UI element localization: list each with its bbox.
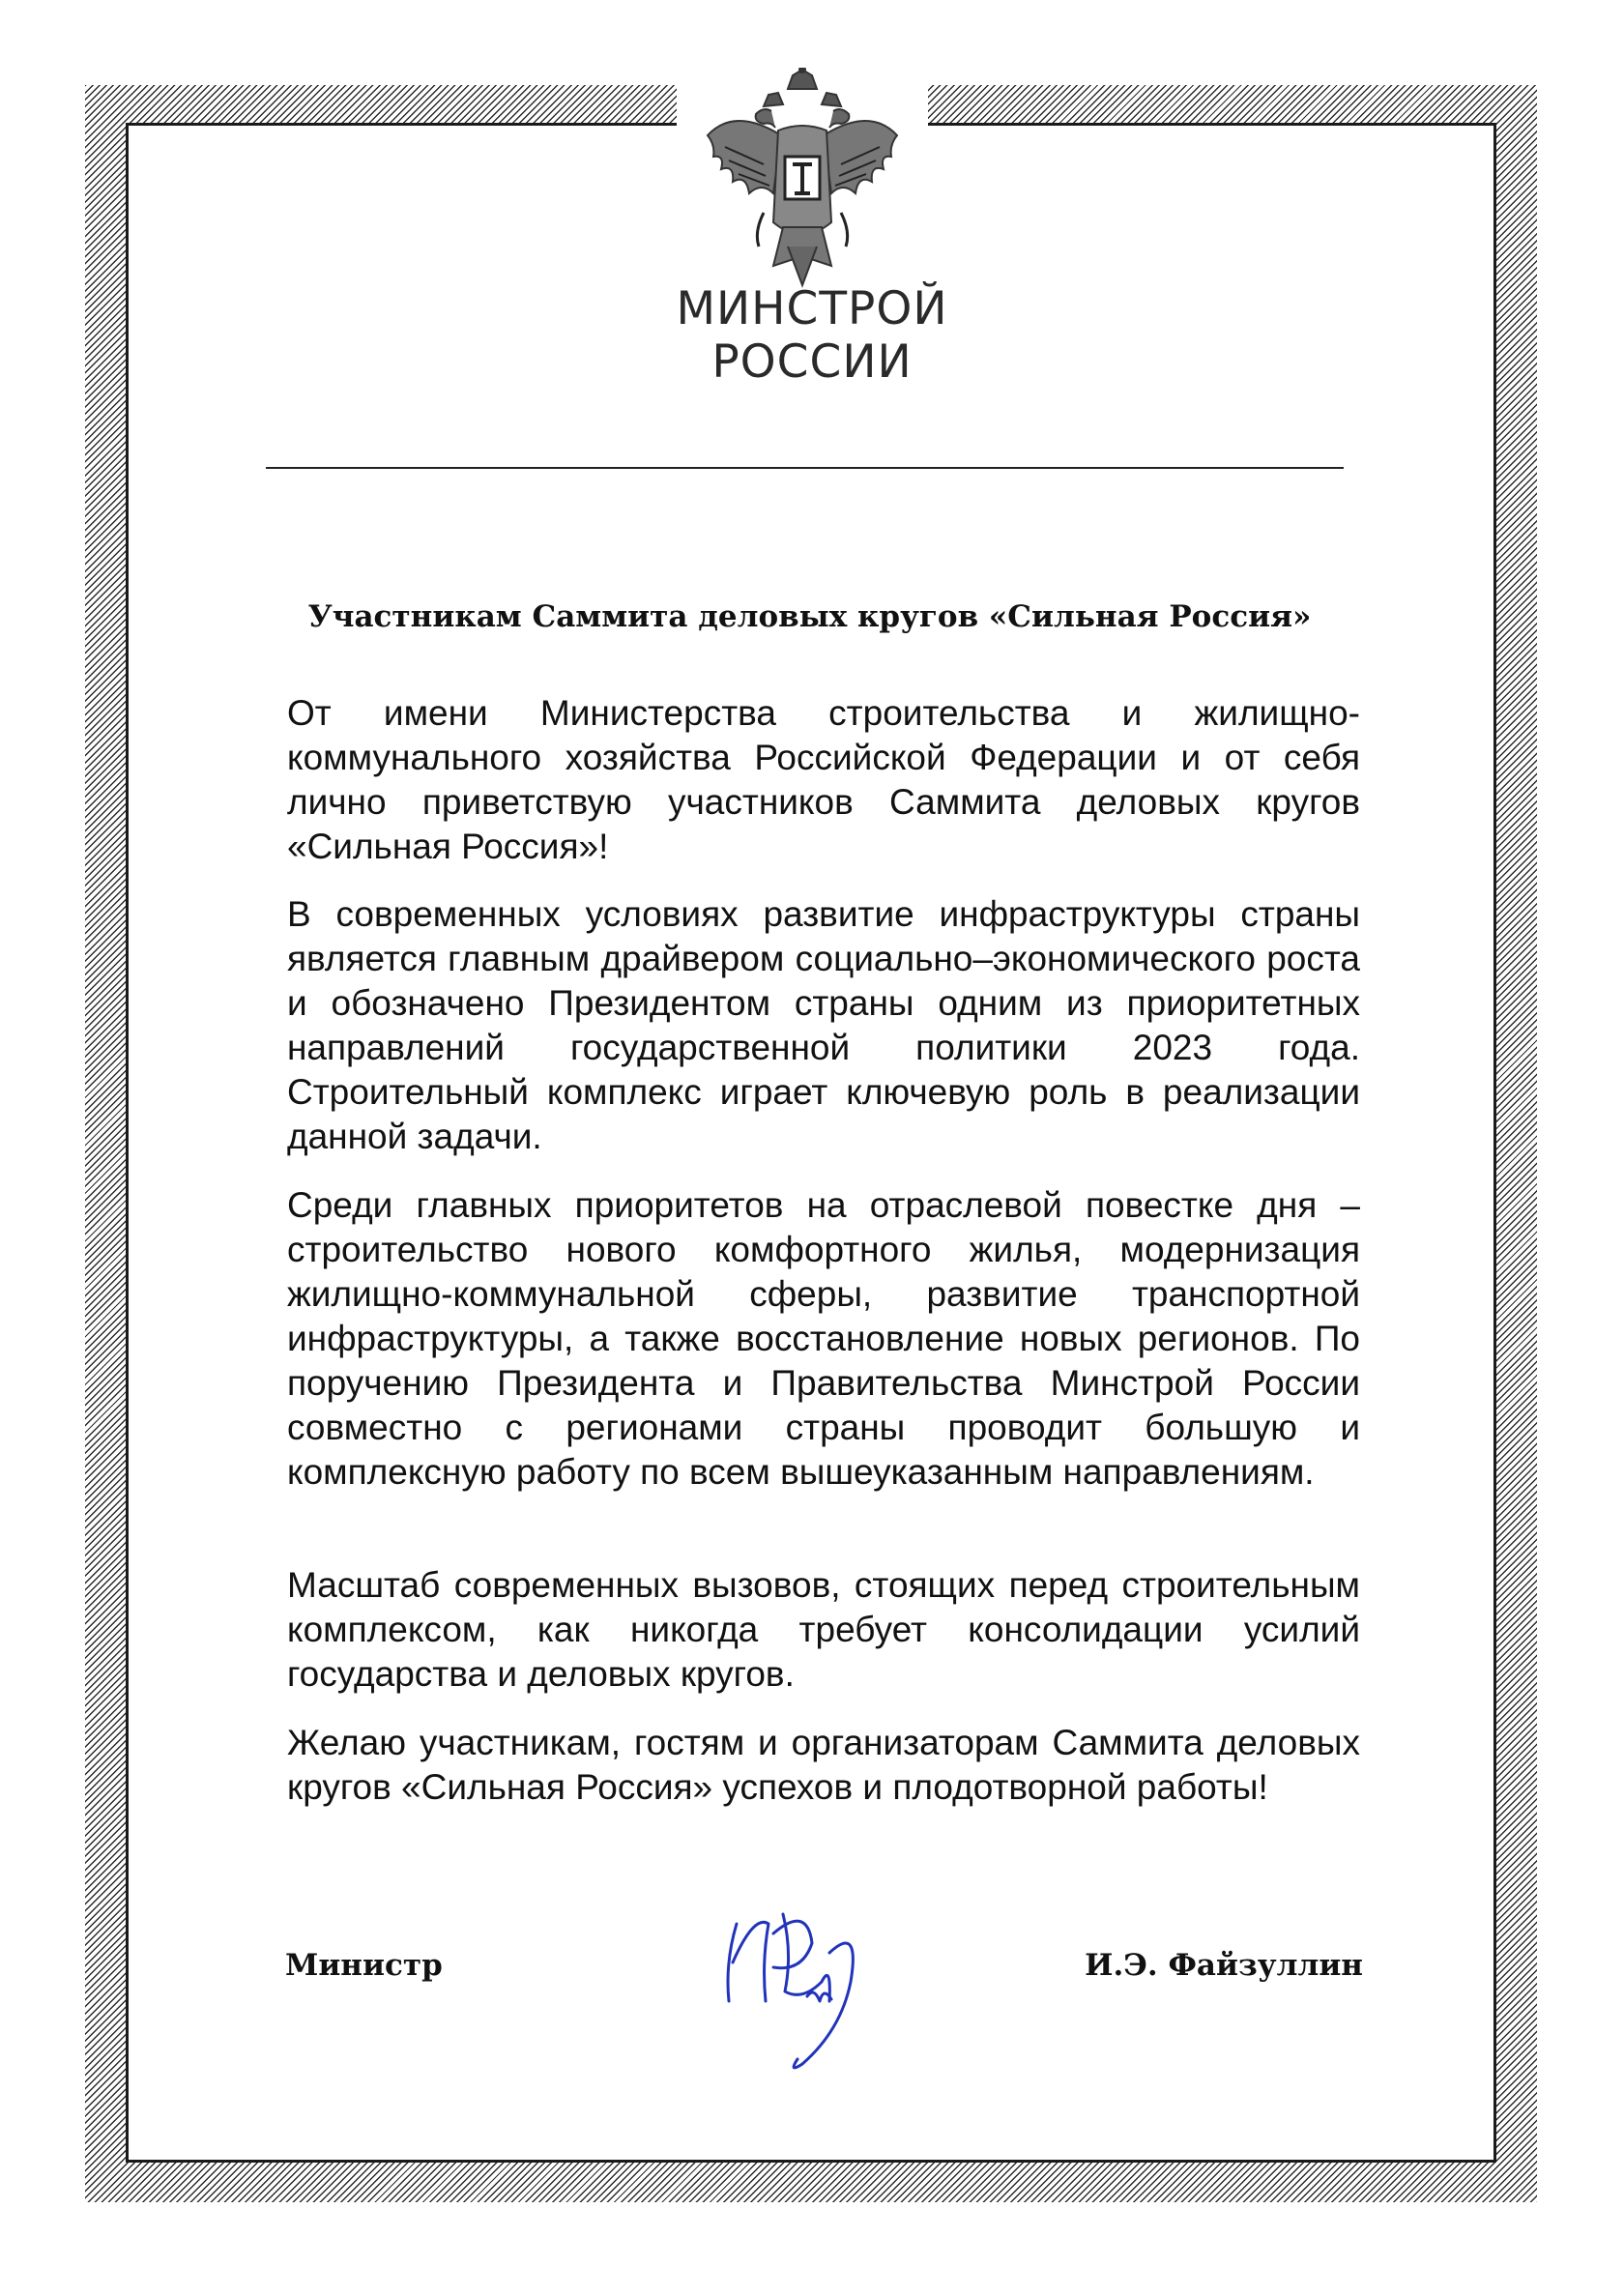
- document-title: Участникам Саммита деловых кругов «Сильная Россия»: [307, 599, 1312, 634]
- eagle-emblem-icon: [696, 68, 909, 290]
- signer-name: И.Э. Файзуллин: [1085, 1948, 1363, 1983]
- signer-position: Министр: [285, 1948, 443, 1983]
- paragraph-greeting: От имени Министерства строительства и жилищно-коммунального хозяйства Российской Федерации и от себя лично приветствую участников Саммита деловых кругов «Сильная Россия»!: [287, 693, 1360, 866]
- paragraph-wishes: Желаю участникам, гостям и организаторам Саммита деловых кругов «Сильная Россия» успехов и плодотворной работы!: [287, 1723, 1360, 1807]
- paragraph-infrastructure: В современных условиях развитие инфраструктуры страны является главным драйвером социально–экономического роста и обозначено Президентом страны одним из приоритетных направлений государственной политики 2023 года. Строительный комплекс играет ключевую роль в реализации данной задачи.: [287, 894, 1360, 1156]
- handwritten-signature: [715, 1895, 880, 2078]
- paragraph-challenges: Масштаб современных вызовов, стоящих перед строительным комплексом, как никогда требует консолидации усилий государства и деловых кругов.: [287, 1565, 1360, 1694]
- paragraph-priorities: Среди главных приоритетов на отраслевой повестке дня – строительство нового комфортного жилья, модернизация жилищно-коммунальной сферы, развитие транспортной инфраструктуры, а также восстановление новых регионов. По поручению Президента и Правительства Минстрой России совместно с регионами страны проводит большую и комплексную работу по всем вышеуказанным направлениям.: [287, 1185, 1360, 1492]
- letterhead-divider: [266, 467, 1344, 469]
- ministry-name-line2: РОССИИ: [711, 335, 913, 389]
- ministry-name-line1: МИНСТРОЙ: [676, 282, 948, 335]
